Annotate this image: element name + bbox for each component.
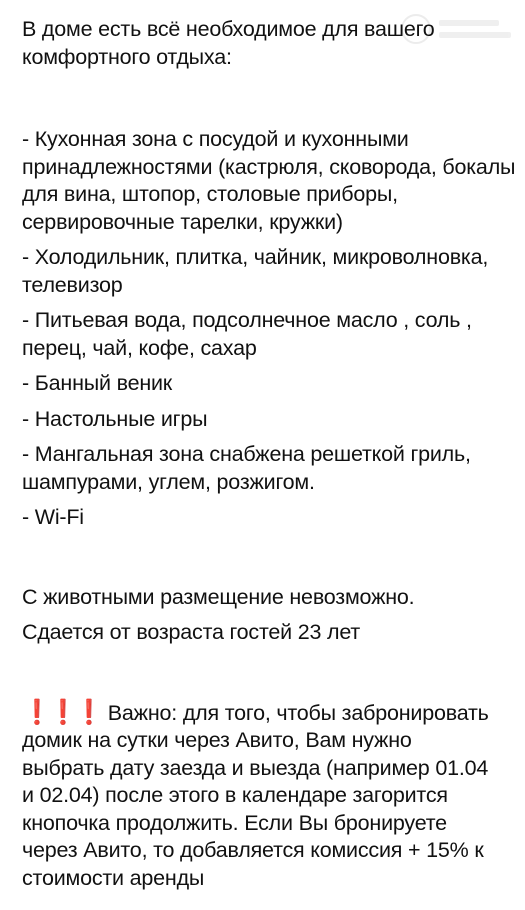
amenities-list — [22, 126, 522, 532]
rules-section — [22, 584, 522, 647]
pets-rule: С животными размещение невозможно. — [22, 584, 415, 609]
exclamation-icons — [22, 698, 104, 728]
list-item: - Питьевая вода, подсолнечное масло , соль , перец, чай, кофе, сахар — [22, 308, 472, 360]
list-item: - Настольные игры — [22, 406, 208, 431]
list-item: - Кухонная зона с посудой и кухонными принадлежностями (кастрюля, сковорода, бокалы для вина, штопор, столовые приборы, сервировочные тарелки, кружки) — [22, 127, 516, 234]
exclamation-icon: ❗ — [74, 698, 104, 726]
description-text — [22, 16, 522, 892]
intro-paragraph: В доме есть всё необходимое для вашего комфортного отдыха: — [22, 17, 435, 69]
list-item: - Wi-Fi — [22, 505, 84, 529]
important-text: Важно: для того, чтобы забронировать домик на сутки через Авито, Вам нужно выбрать дату заезда и выезда (например 01.04 и 02.04) после этого в календаре загорится кнопочка продолжить. Если Вы бронируете через Авито, то добавляется комиссия + 15% к стоимости аренды — [22, 700, 489, 890]
exclamation-icon: ❗ — [22, 698, 52, 726]
important-paragraph — [22, 699, 492, 893]
age-rule: Сдается от возраста гостей 23 лет — [22, 620, 361, 644]
exclamation-icon: ❗ — [48, 698, 78, 726]
list-item: - Мангальная зона снабжена решеткой гриль, шампурами, углем, розжигом. — [22, 442, 471, 494]
list-item: - Банный веник — [22, 371, 173, 395]
list-item: - Холодильник, плитка, чайник, микроволновка, телевизор — [22, 245, 489, 297]
